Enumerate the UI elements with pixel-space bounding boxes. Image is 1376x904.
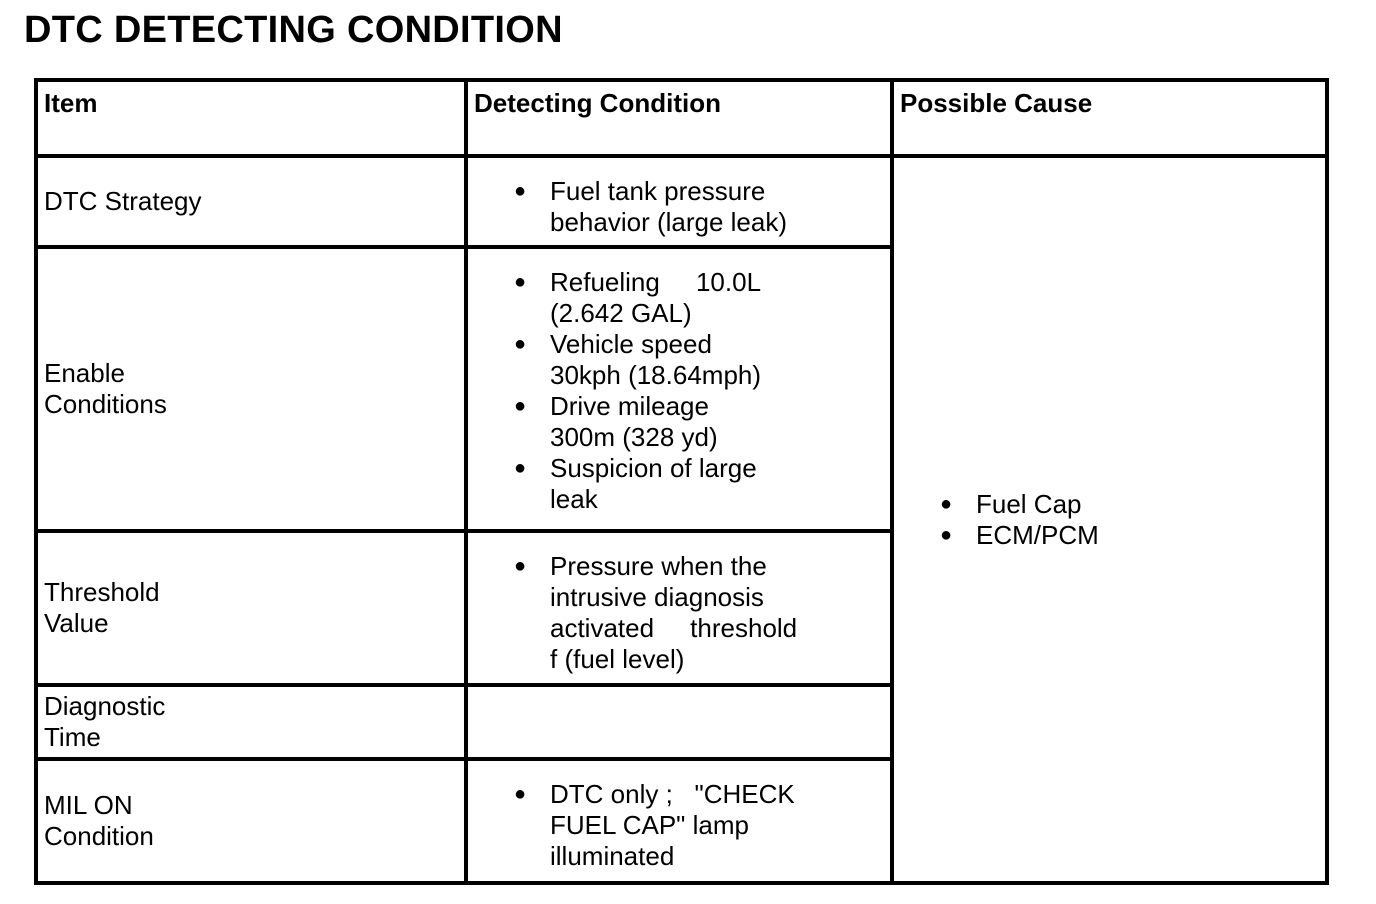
bullet-text: ● Drive mileage: [550, 391, 709, 421]
header-row: [36, 80, 1327, 156]
item-label: Diagnostic: [44, 691, 166, 721]
row-condition-diagnostic-time: [466, 685, 892, 759]
condition-bullet: [514, 176, 884, 238]
item-label: Enable: [44, 358, 125, 388]
condition-bullet: [514, 267, 884, 329]
row-item-diagnostic-time: [36, 685, 466, 759]
row-item-mil-on-condition: [36, 759, 466, 883]
condition-bullet: [514, 329, 884, 391]
row-condition-mil-on-condition: [466, 759, 892, 883]
condition-bullet: [514, 453, 884, 515]
bullet-text: ● Refueling 10.0L: [550, 267, 762, 297]
header-item: Item: [36, 80, 466, 156]
condition-list: [474, 267, 884, 515]
possible-cause-cell: [892, 156, 1327, 883]
bullet-text: 30kph (18.64mph): [550, 360, 762, 390]
row-item-dtc-strategy: [36, 156, 466, 247]
cause-bullet: ● ECM/PCM: [940, 520, 1319, 551]
table-row: [36, 156, 1327, 247]
bullet-text: activated threshold: [550, 613, 798, 643]
row-condition-enable-conditions: [466, 247, 892, 531]
bullet-text: ● DTC only ; "CHECK: [550, 779, 795, 809]
header-detecting-condition: Detecting Condition: [466, 80, 892, 156]
condition-list: [474, 779, 884, 872]
item-label: MIL ON: [44, 790, 133, 820]
header-possible-cause: Possible Cause: [892, 80, 1327, 156]
condition-list: [474, 176, 884, 238]
row-condition-threshold-value: [466, 531, 892, 685]
row-item-enable-conditions: [36, 247, 466, 531]
bullet-text: f (fuel level): [550, 644, 685, 674]
condition-bullet: [514, 779, 884, 872]
dtc-condition-table: [34, 78, 1329, 885]
bullet-text: behavior (large leak): [550, 207, 788, 237]
bullet-text: leak: [550, 484, 598, 514]
bullet-text: ● Vehicle speed: [550, 329, 712, 359]
condition-bullet: [514, 551, 884, 675]
possible-cause-list: [900, 489, 1319, 551]
bullet-text: illuminated: [550, 841, 675, 871]
bullet-text: (2.642 GAL): [550, 298, 692, 328]
item-label: Value: [44, 608, 109, 638]
item-label: Condition: [44, 821, 154, 851]
bullet-text: ● Suspicion of large: [550, 453, 757, 483]
item-label: Conditions: [44, 389, 167, 419]
condition-list: [474, 551, 884, 675]
item-label: Threshold: [44, 577, 160, 607]
bullet-text: intrusive diagnosis: [550, 582, 764, 612]
bullet-text: ● Pressure when the: [550, 551, 767, 581]
page-title: DTC DETECTING CONDITION: [24, 9, 563, 51]
bullet-text: FUEL CAP" lamp: [550, 810, 749, 840]
cause-bullet: ● Fuel Cap: [940, 489, 1319, 520]
item-label: DTC Strategy: [44, 186, 202, 216]
item-label: Time: [44, 722, 101, 752]
bullet-text: ● Fuel tank pressure: [550, 176, 766, 206]
bullet-text: 300m (328 yd): [550, 422, 718, 452]
row-condition-dtc-strategy: [466, 156, 892, 247]
condition-bullet: [514, 391, 884, 453]
row-item-threshold-value: [36, 531, 466, 685]
